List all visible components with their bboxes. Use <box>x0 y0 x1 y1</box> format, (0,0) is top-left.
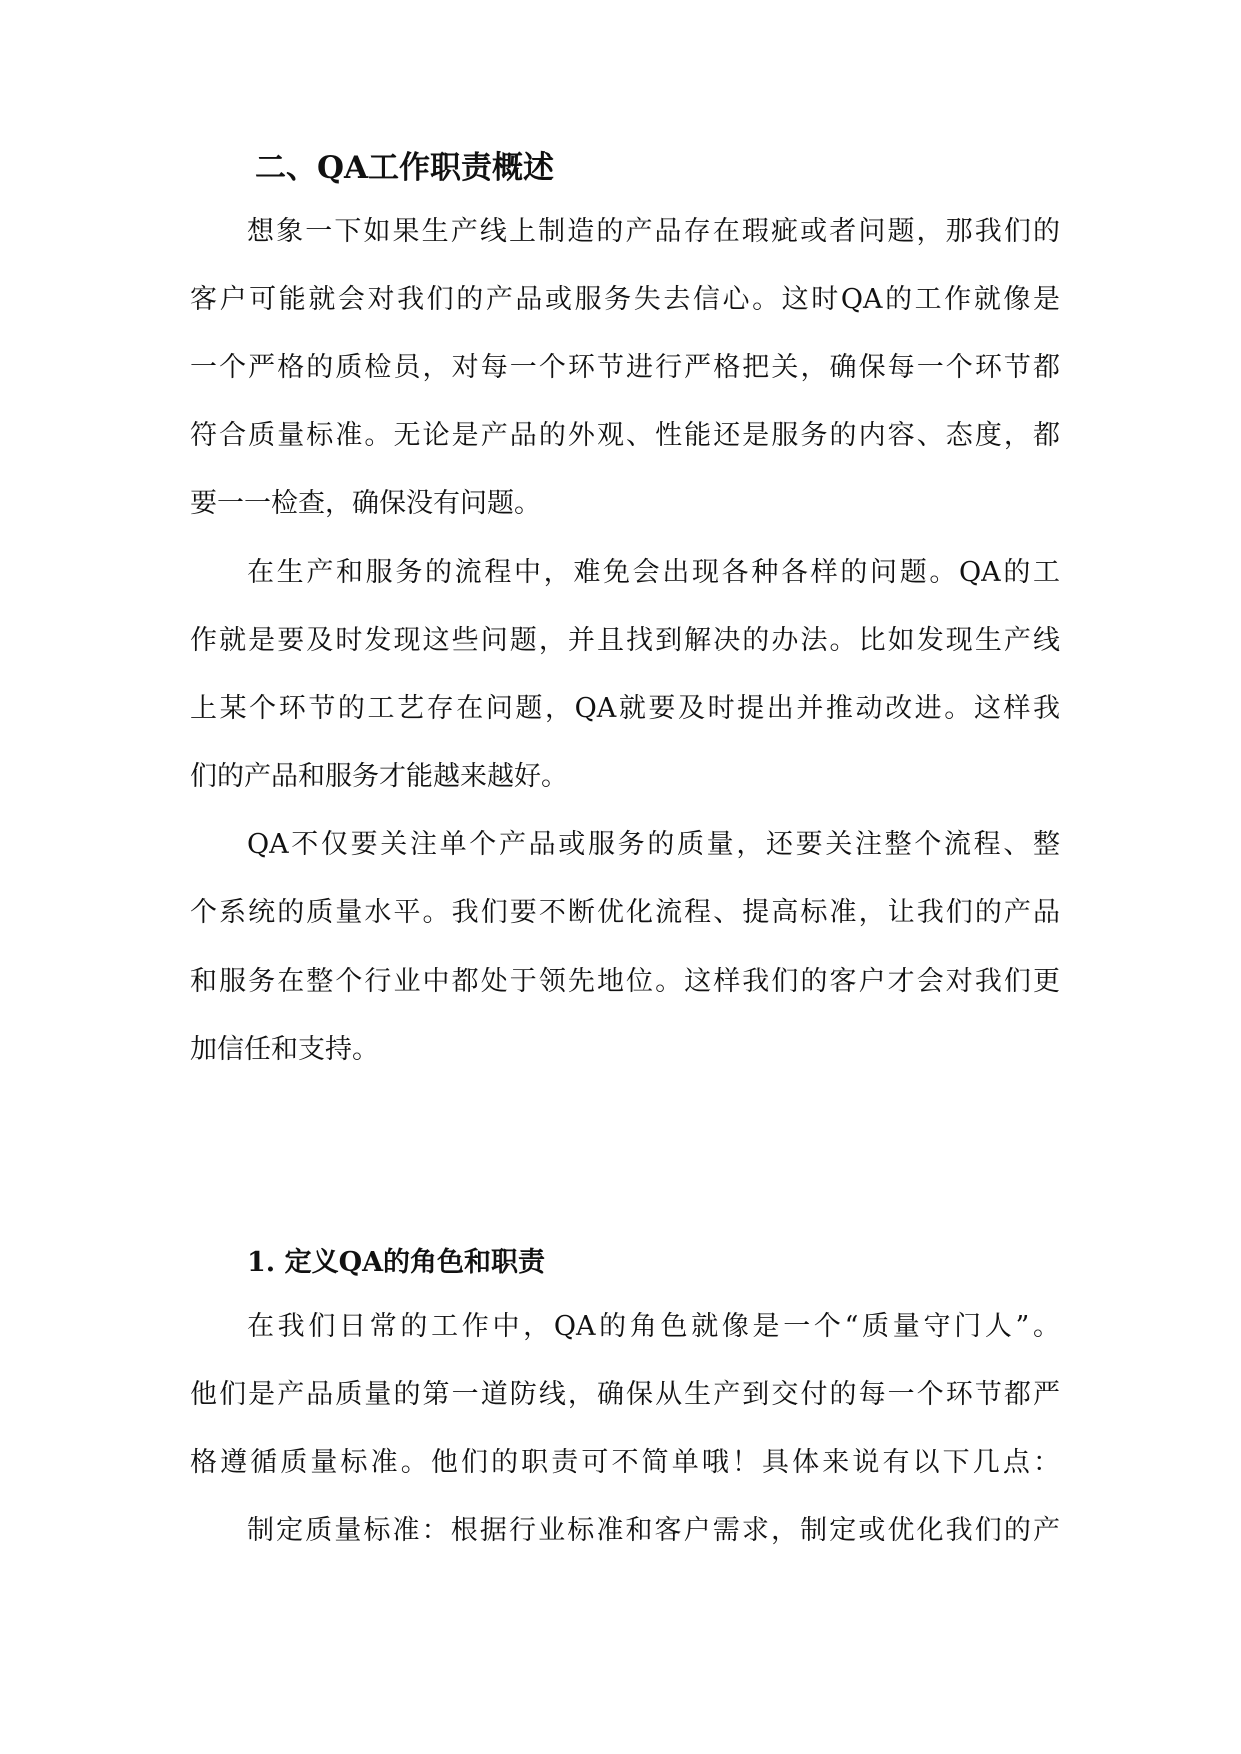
paragraph-3-line-4: 加信任和支持。 <box>190 1034 379 1065</box>
paragraph-2-line-2: 作就是要及时发现这些问题，并且找到解决的办法。比如发现生产线 <box>190 625 1060 656</box>
paragraph-1-line-4: 符合质量标准。无论是产品的外观、性能还是服务的内容、态度，都 <box>190 420 1060 451</box>
subsection-heading: 1. 定义QA的角色和职责 <box>247 1247 546 1278</box>
paragraph-2-line-1: 在生产和服务的流程中，难免会出现各种各样的问题。QA的工 <box>247 557 1060 588</box>
section-heading: 二、QA工作职责概述 <box>255 150 555 186</box>
paragraph-3-line-3: 和服务在整个行业中都处于领先地位。这样我们的客户才会对我们更 <box>190 966 1060 997</box>
paragraph-4-line-3: 格遵循质量标准。他们的职责可不简单哦！具体来说有以下几点： <box>190 1447 1060 1478</box>
paragraph-1-line-1: 想象一下如果生产线上制造的产品存在瑕疵或者问题，那我们的 <box>247 216 1060 247</box>
paragraph-1-line-5: 要一一检查，确保没有问题。 <box>190 488 541 519</box>
paragraph-1-line-3: 一个严格的质检员，对每一个环节进行严格把关，确保每一个环节都 <box>190 352 1060 383</box>
paragraph-2-line-4: 们的产品和服务才能越来越好。 <box>190 761 568 792</box>
paragraph-3-line-2: 个系统的质量水平。我们要不断优化流程、提高标准，让我们的产品 <box>190 897 1060 928</box>
paragraph-1-line-2: 客户可能就会对我们的产品或服务失去信心。这时QA的工作就像是 <box>190 284 1060 315</box>
paragraph-4-line-1: 在我们日常的工作中，QA的角色就像是一个“质量守门人”。 <box>247 1311 1060 1342</box>
paragraph-3-line-1: QA不仅要关注单个产品或服务的质量，还要关注整个流程、整 <box>247 829 1060 860</box>
paragraph-2-line-3: 上某个环节的工艺存在问题，QA就要及时提出并推动改进。这样我 <box>190 693 1060 724</box>
paragraph-4-line-2: 他们是产品质量的第一道防线，确保从生产到交付的每一个环节都严 <box>190 1379 1060 1410</box>
paragraph-5-line-1: 制定质量标准：根据行业标准和客户需求，制定或优化我们的产 <box>247 1515 1060 1546</box>
